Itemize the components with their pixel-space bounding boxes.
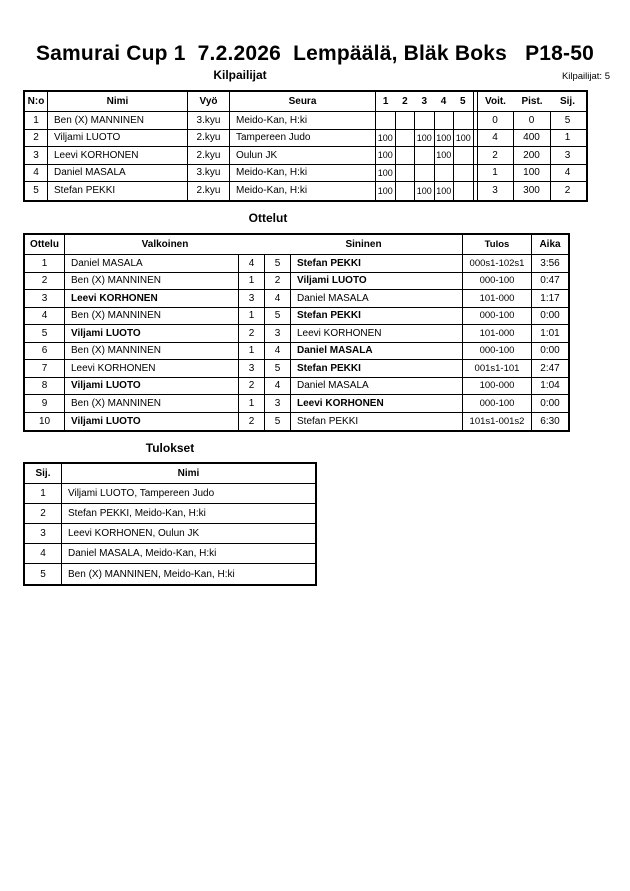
wins-cell: 3 <box>478 182 514 200</box>
score-cell <box>415 147 435 164</box>
match-score: 000-100 <box>463 273 532 290</box>
competitor-name: Daniel MASALA <box>48 165 188 182</box>
score-cell <box>454 112 474 129</box>
match-score: 101s1-001s2 <box>463 413 532 431</box>
results-header-row <box>25 464 315 484</box>
col-header-seura: Seura <box>230 92 376 111</box>
white-player: Viljami LUOTO <box>65 378 239 395</box>
competitor-name: Stefan PEKKI <box>48 182 188 200</box>
match-number: 7 <box>25 360 65 377</box>
matches-table <box>23 233 570 432</box>
competitor-club: Meido-Kan, H:ki <box>230 112 376 129</box>
match-row <box>25 395 568 413</box>
final-results-table <box>23 462 317 586</box>
matches-header-row <box>25 235 568 255</box>
col-header-round-2: 2 <box>402 96 408 107</box>
match-time: 0:00 <box>540 397 560 409</box>
rank-cell: 5 <box>564 114 571 126</box>
white-player: Leevi KORHONEN <box>65 290 239 307</box>
score-cell <box>454 165 474 182</box>
results-section-title: Tulokset <box>145 441 195 455</box>
white-player: Viljami LUOTO <box>65 325 239 342</box>
result-name: Viljami LUOTO, Tampereen Judo <box>68 488 215 499</box>
score-cell <box>415 112 435 129</box>
col-header-ottelu: Ottelu <box>25 235 65 254</box>
score-cell <box>396 165 416 182</box>
competitor-belt: 2.kyu <box>188 130 230 147</box>
result-name: Daniel MASALA, Meido-Kan, H:ki <box>68 548 217 559</box>
competitor-row <box>25 112 586 130</box>
score-cell <box>454 182 474 200</box>
competitor-club: Meido-Kan, H:ki <box>230 165 376 182</box>
score-cell: 100 <box>415 130 435 147</box>
points-cell: 0 <box>514 112 551 129</box>
col-header-sininen: Sininen <box>265 235 463 254</box>
match-score: 001s1-101 <box>463 360 532 377</box>
blue-seed: 2 <box>265 273 291 290</box>
match-score: 000s1-102s1 <box>463 255 532 272</box>
col-header-sij: Sij. <box>559 96 575 107</box>
col-header-no: N:o <box>25 92 48 111</box>
match-row <box>25 273 568 291</box>
white-player: Ben (X) MANNINEN <box>65 343 239 360</box>
score-cell: 100 <box>376 130 396 147</box>
white-seed: 2 <box>239 378 265 395</box>
match-time: 0:00 <box>540 310 560 322</box>
wins-cell: 4 <box>478 130 514 147</box>
competitor-number: 5 <box>25 182 48 200</box>
competitor-belt: 3.kyu <box>188 112 230 129</box>
col-header-vyo: Vyö <box>188 92 230 111</box>
score-cell: 100 <box>415 182 435 200</box>
competitor-name: Viljami LUOTO <box>48 130 188 147</box>
blue-player: Daniel MASALA <box>291 343 463 360</box>
white-seed: 4 <box>239 255 265 272</box>
match-number: 8 <box>25 378 65 395</box>
white-player: Ben (X) MANNINEN <box>65 273 239 290</box>
blue-seed: 5 <box>265 255 291 272</box>
white-seed: 3 <box>239 360 265 377</box>
col-header-round-1: 1 <box>382 96 389 107</box>
white-seed: 2 <box>239 413 265 431</box>
matches-section-title: Ottelut <box>248 211 288 225</box>
points-cell: 200 <box>514 147 551 164</box>
match-row <box>25 255 568 273</box>
match-number: 9 <box>25 395 65 412</box>
competitor-row <box>25 147 586 165</box>
score-cell: 100 <box>454 130 474 147</box>
page-title: Samurai Cup 1 7.2.2026 Lempäälä, Bläk Boks P18-50 <box>35 42 595 65</box>
match-row <box>25 360 568 378</box>
match-time: 1:17 <box>540 292 560 304</box>
blue-player: Stefan PEKKI <box>291 255 463 272</box>
result-rank: 1 <box>25 484 62 503</box>
result-row <box>25 564 315 584</box>
match-number: 1 <box>25 255 65 272</box>
match-time: 0:47 <box>540 275 560 287</box>
blue-player: Viljami LUOTO <box>291 273 463 290</box>
col-header-sij: Sij. <box>25 464 62 483</box>
blue-player: Daniel MASALA <box>291 378 463 395</box>
competitors-section-title: Kilpailijat <box>213 68 267 82</box>
result-rank: 3 <box>25 524 62 543</box>
blue-seed: 4 <box>265 290 291 307</box>
score-cell <box>396 112 416 129</box>
score-cell: 100 <box>435 147 455 164</box>
match-number: 3 <box>25 290 65 307</box>
competitor-club: Tampereen Judo <box>230 130 376 147</box>
match-row <box>25 308 568 326</box>
competitor-row <box>25 130 586 148</box>
rank-cell: 1 <box>564 132 571 144</box>
match-row <box>25 378 568 396</box>
points-cell: 400 <box>514 130 551 147</box>
white-seed: 1 <box>239 273 265 290</box>
match-time: 1:04 <box>540 380 560 392</box>
col-header-aika: Aika <box>539 239 561 250</box>
score-cell <box>435 112 455 129</box>
score-cell <box>396 130 416 147</box>
match-number: 5 <box>25 325 65 342</box>
match-number: 2 <box>25 273 65 290</box>
wins-cell: 2 <box>478 147 514 164</box>
white-seed: 1 <box>239 395 265 412</box>
score-cell: 100 <box>376 147 396 164</box>
white-player: Viljami LUOTO <box>65 413 239 431</box>
blue-player: Daniel MASALA <box>291 290 463 307</box>
competitor-belt: 2.kyu <box>188 147 230 164</box>
result-row <box>25 484 315 504</box>
competitor-number: 4 <box>25 165 48 182</box>
competitor-name: Ben (X) MANNINEN <box>48 112 188 129</box>
blue-player: Stefan PEKKI <box>291 413 463 431</box>
blue-seed: 3 <box>265 395 291 412</box>
result-name: Leevi KORHONEN, Oulun JK <box>68 528 200 539</box>
score-cell <box>454 147 474 164</box>
blue-seed: 4 <box>265 343 291 360</box>
white-seed: 1 <box>239 343 265 360</box>
white-seed: 1 <box>239 308 265 325</box>
blue-player: Stefan PEKKI <box>291 360 463 377</box>
result-rank: 5 <box>25 564 62 584</box>
result-row <box>25 504 315 524</box>
competitor-number: 2 <box>25 130 48 147</box>
col-header-nimi: Nimi <box>177 468 200 479</box>
match-row <box>25 290 568 308</box>
match-row <box>25 343 568 361</box>
col-header-round-4: 4 <box>440 96 447 107</box>
col-header-round-5: 5 <box>460 96 466 107</box>
white-player: Leevi KORHONEN <box>65 360 239 377</box>
score-cell: 100 <box>376 165 396 182</box>
match-score: 101-000 <box>463 325 532 342</box>
result-row <box>25 524 315 544</box>
result-row <box>25 544 315 564</box>
points-cell: 100 <box>514 165 551 182</box>
rank-cell: 4 <box>564 167 571 179</box>
score-cell: 100 <box>376 182 396 200</box>
result-rank: 4 <box>25 544 62 563</box>
points-cell: 300 <box>514 182 551 200</box>
competitors-table <box>23 90 588 202</box>
score-cell <box>415 165 435 182</box>
match-time: 2:47 <box>540 362 560 374</box>
col-header-pist: Pist. <box>521 96 543 107</box>
competitor-belt: 2.kyu <box>188 182 230 200</box>
blue-seed: 4 <box>265 378 291 395</box>
competitor-row <box>25 182 586 200</box>
match-time: 6:30 <box>540 415 560 427</box>
competitors-count: Kilpailijat: 5 <box>561 71 610 82</box>
match-number: 4 <box>25 308 65 325</box>
score-cell <box>396 147 416 164</box>
match-number: 6 <box>25 343 65 360</box>
match-score: 000-100 <box>463 308 532 325</box>
match-time: 3:56 <box>540 257 560 269</box>
match-time: 1:01 <box>540 327 560 339</box>
result-name: Stefan PEKKI, Meido-Kan, H:ki <box>68 508 206 519</box>
white-player: Ben (X) MANNINEN <box>65 308 239 325</box>
match-score: 000-100 <box>463 395 532 412</box>
rank-cell: 3 <box>564 149 571 161</box>
match-score: 101-000 <box>463 290 532 307</box>
score-cell <box>376 112 396 129</box>
competitors-header-row <box>25 92 586 112</box>
competitor-club: Oulun JK <box>230 147 376 164</box>
competitor-belt: 3.kyu <box>188 165 230 182</box>
match-row <box>25 325 568 343</box>
wins-cell: 1 <box>478 165 514 182</box>
match-score: 000-100 <box>463 343 532 360</box>
white-seed: 2 <box>239 325 265 342</box>
score-cell: 100 <box>435 130 455 147</box>
blue-seed: 3 <box>265 325 291 342</box>
white-player: Ben (X) MANNINEN <box>65 395 239 412</box>
col-header-rounds <box>376 92 474 111</box>
col-header-totals <box>478 92 585 111</box>
blue-player: Leevi KORHONEN <box>291 395 463 412</box>
col-header-voit: Voit. <box>485 96 506 107</box>
competitor-number: 1 <box>25 112 48 129</box>
blue-player: Stefan PEKKI <box>291 308 463 325</box>
competitor-row <box>25 165 586 183</box>
match-number: 10 <box>25 413 65 431</box>
white-player: Daniel MASALA <box>65 255 239 272</box>
col-header-nimi: Nimi <box>48 92 188 111</box>
col-header-tulos: Tulos <box>463 235 532 254</box>
competitor-name: Leevi KORHONEN <box>48 147 188 164</box>
blue-player: Leevi KORHONEN <box>291 325 463 342</box>
competitor-number: 3 <box>25 147 48 164</box>
match-row <box>25 413 568 431</box>
blue-seed: 5 <box>265 360 291 377</box>
white-seed: 3 <box>239 290 265 307</box>
blue-seed: 5 <box>265 413 291 431</box>
col-header-round-3: 3 <box>421 96 428 107</box>
result-rank: 2 <box>25 504 62 523</box>
match-time: 0:00 <box>540 345 560 357</box>
wins-cell: 0 <box>478 112 514 129</box>
rank-cell: 2 <box>564 185 571 197</box>
result-name: Ben (X) MANNINEN, Meido-Kan, H:ki <box>68 568 235 580</box>
blue-seed: 5 <box>265 308 291 325</box>
score-cell <box>396 182 416 200</box>
competitor-club: Meido-Kan, H:ki <box>230 182 376 200</box>
score-cell: 100 <box>435 182 455 200</box>
score-cell <box>435 165 455 182</box>
col-header-valkoinen: Valkoinen <box>141 239 189 250</box>
match-score: 100-000 <box>463 378 532 395</box>
